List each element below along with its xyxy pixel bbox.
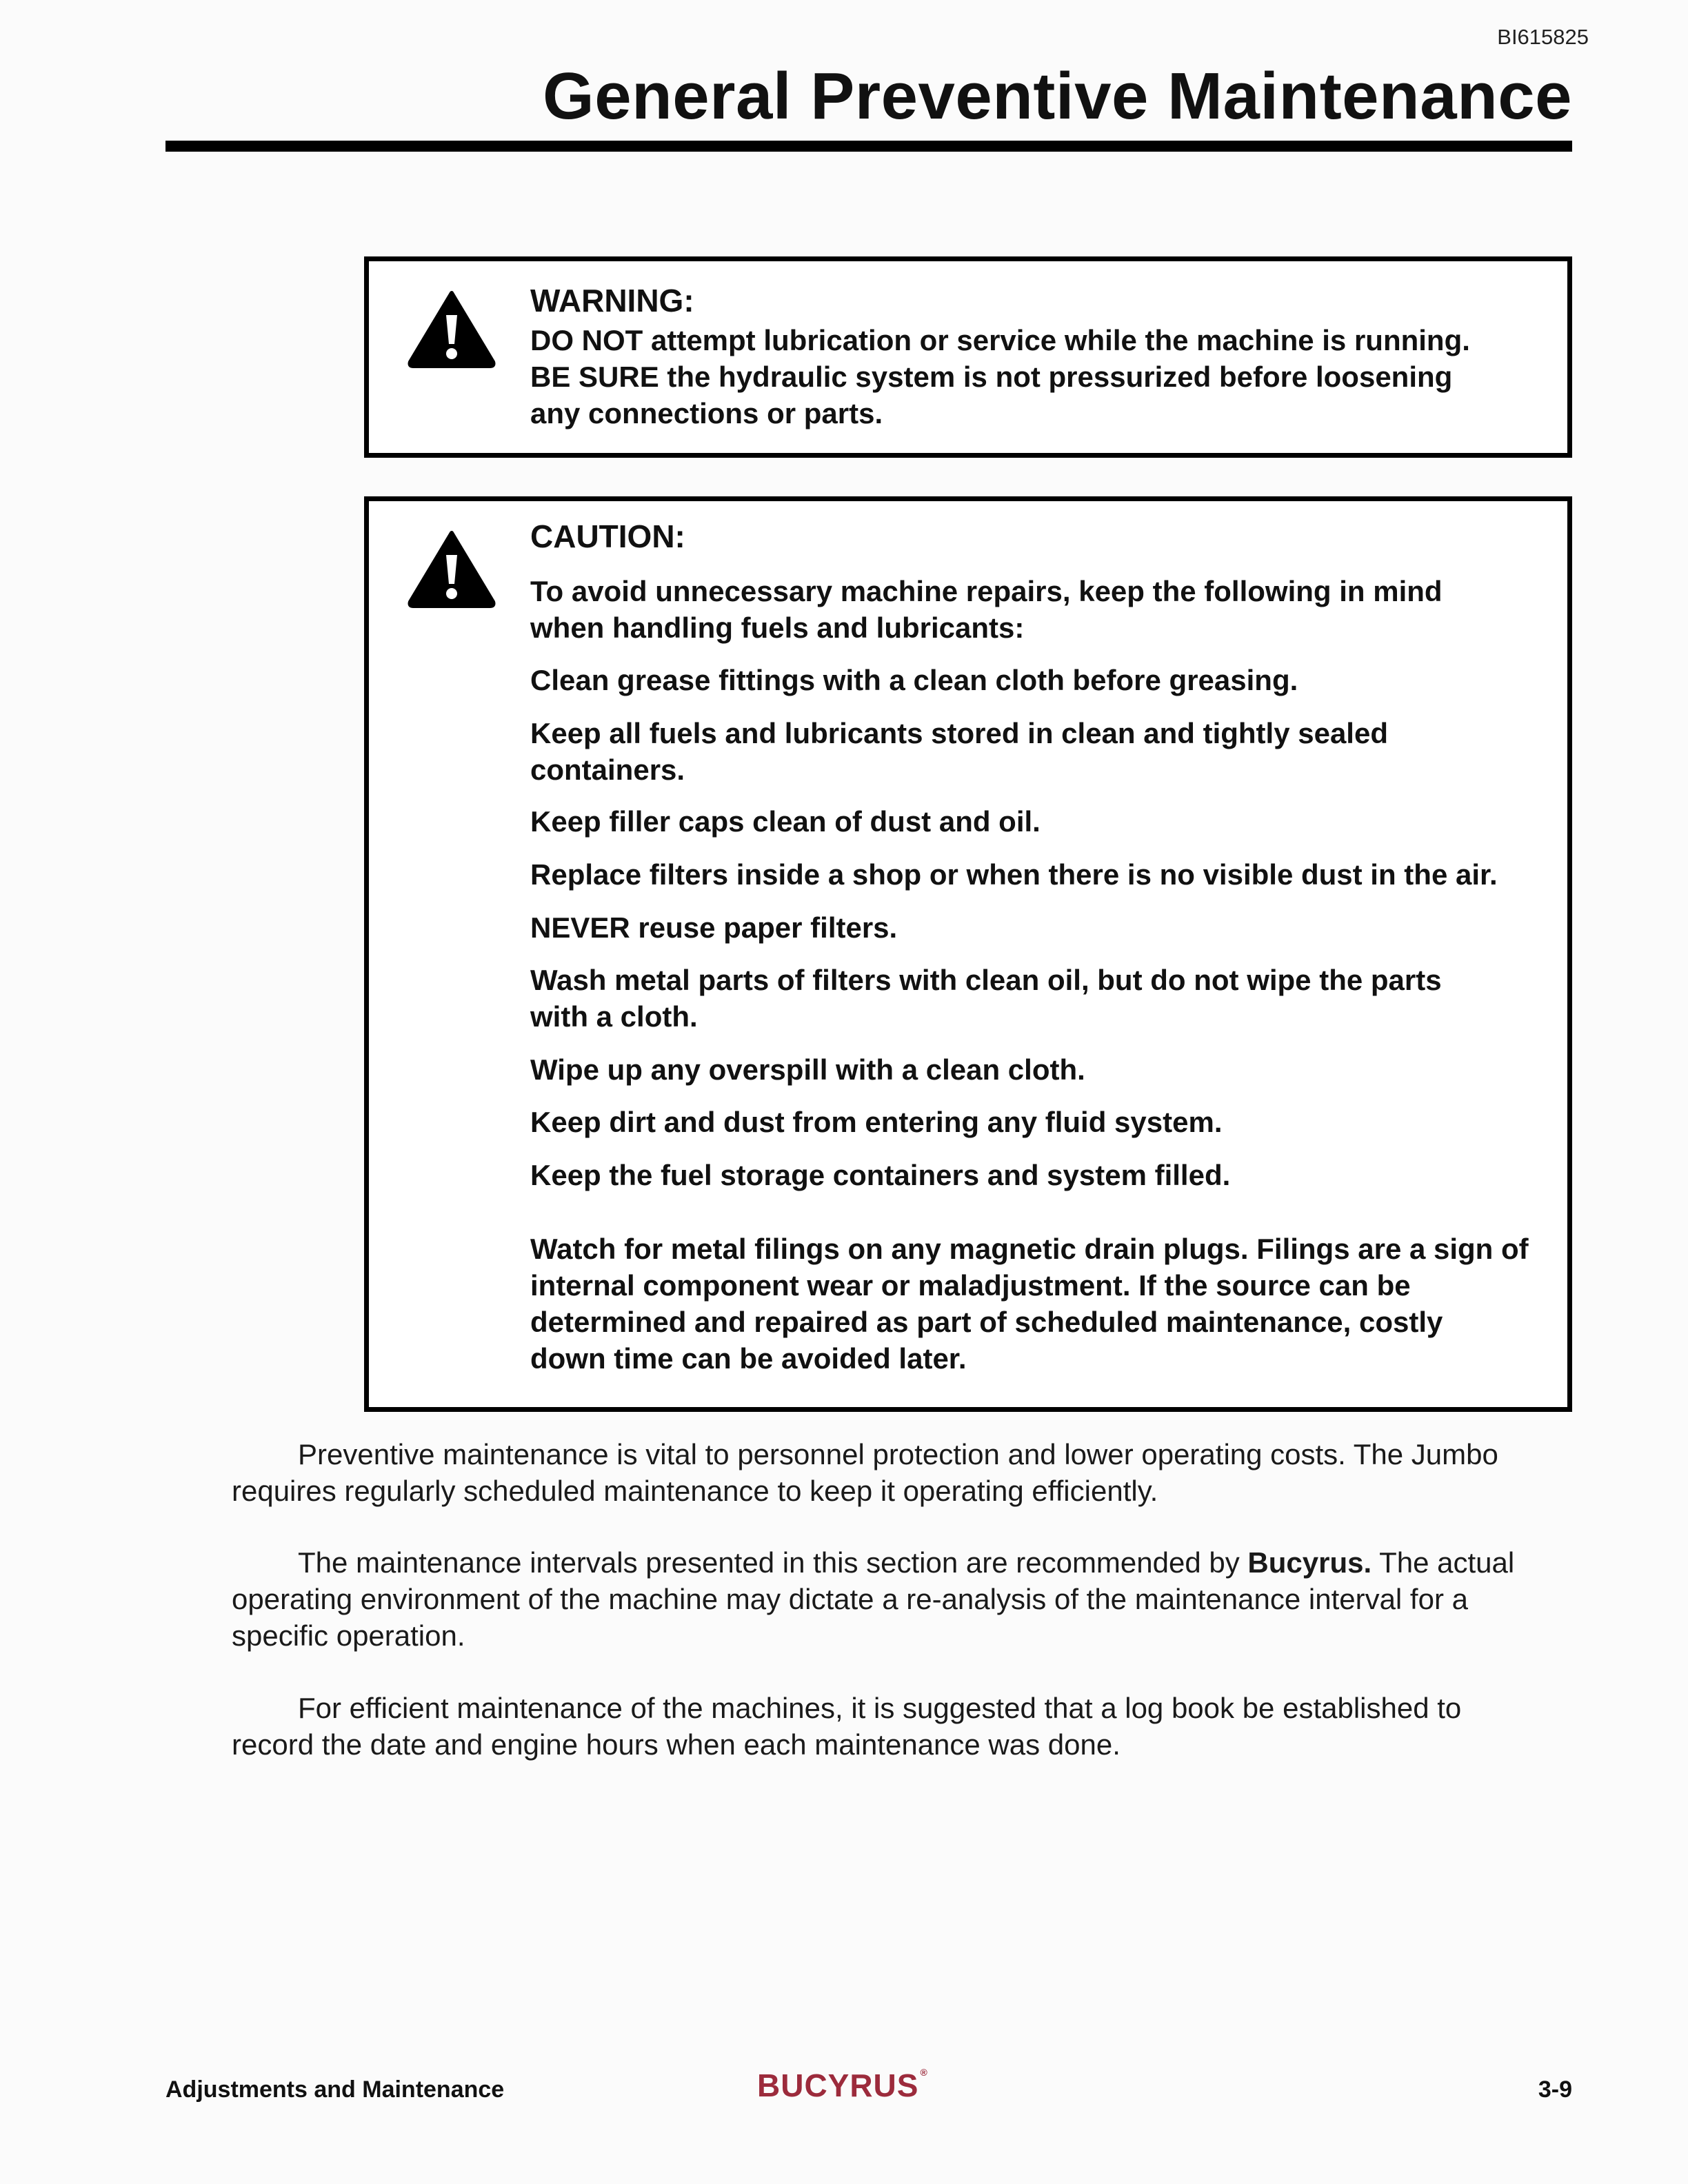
caution-item: NEVER reuse paper filters. <box>530 911 898 944</box>
caution-item: Keep all fuels and lubricants stored in clean and tightly sealed containers. <box>530 717 1388 786</box>
caution-heading: CAUTION: <box>530 518 685 554</box>
warning-line: BE SURE the hydraulic system is not pressurized before loosening <box>530 361 1453 393</box>
footer-section: Adjustments and Maintenance <box>165 2076 505 2103</box>
warning-line: any connections or parts. <box>530 397 883 429</box>
caution-item: Keep the fuel storage containers and system filled. <box>530 1159 1231 1191</box>
brand-mention: Bucyrus. <box>1247 1546 1372 1579</box>
caution-item: Replace filters inside a shop or when there is no visible dust in the air. <box>530 858 1498 891</box>
caution-item: Wipe up any overspill with a clean cloth. <box>530 1053 1085 1086</box>
paragraph: For efficient maintenance of the machines, it is suggested that a log book be established to record the date and engine hours when each maintenance was done. <box>232 1692 1462 1761</box>
warning-box <box>364 256 1572 458</box>
caution-item: Keep dirt and dust from entering any fluid system. <box>530 1106 1223 1138</box>
paragraph: Preventive maintenance is vital to personnel protection and lower operating costs. The Jumbo requires regularly scheduled maintenance to keep it operating efficiently. <box>232 1438 1498 1507</box>
warning-line: DO NOT attempt lubrication or service while the machine is running. <box>530 324 1470 356</box>
warning-triangle-icon <box>406 529 497 609</box>
page-number: 3-9 <box>1538 2076 1572 2103</box>
caution-item: Keep filler caps clean of dust and oil. <box>530 805 1041 838</box>
caution-item: Clean grease fittings with a clean cloth before greasing. <box>530 664 1298 696</box>
warning-text <box>530 322 1560 432</box>
warning-triangle-icon <box>406 289 497 369</box>
caution-item: Watch for metal filings on any magnetic drain plugs. Filings are a sign of internal component wear or maladjustment. If the source can be determined and repaired as part of scheduled maintenance, costly down time can be avoided later. <box>530 1233 1529 1375</box>
warning-heading: WARNING: <box>530 283 694 318</box>
page-title: General Preventive Maintenance <box>543 59 1572 133</box>
caution-item: To avoid unnecessary machine repairs, keep the following in mind when handling fuels and lubricants: <box>530 575 1443 644</box>
title-rule <box>165 141 1572 152</box>
doc-id: BI615825 <box>1497 25 1589 49</box>
paragraph: The maintenance intervals presented in this section are recommended by Bucyrus. The actual operating environment of the machine may dictate a re-analysis of the maintenance interval for a specific operation. <box>232 1546 1515 1652</box>
caution-box <box>364 496 1572 1412</box>
caution-item: Wash metal parts of filters with clean oil, but do not wipe the parts with a cloth. <box>530 964 1442 1033</box>
brand-logo: BUCYRUS ® <box>757 2067 928 2103</box>
